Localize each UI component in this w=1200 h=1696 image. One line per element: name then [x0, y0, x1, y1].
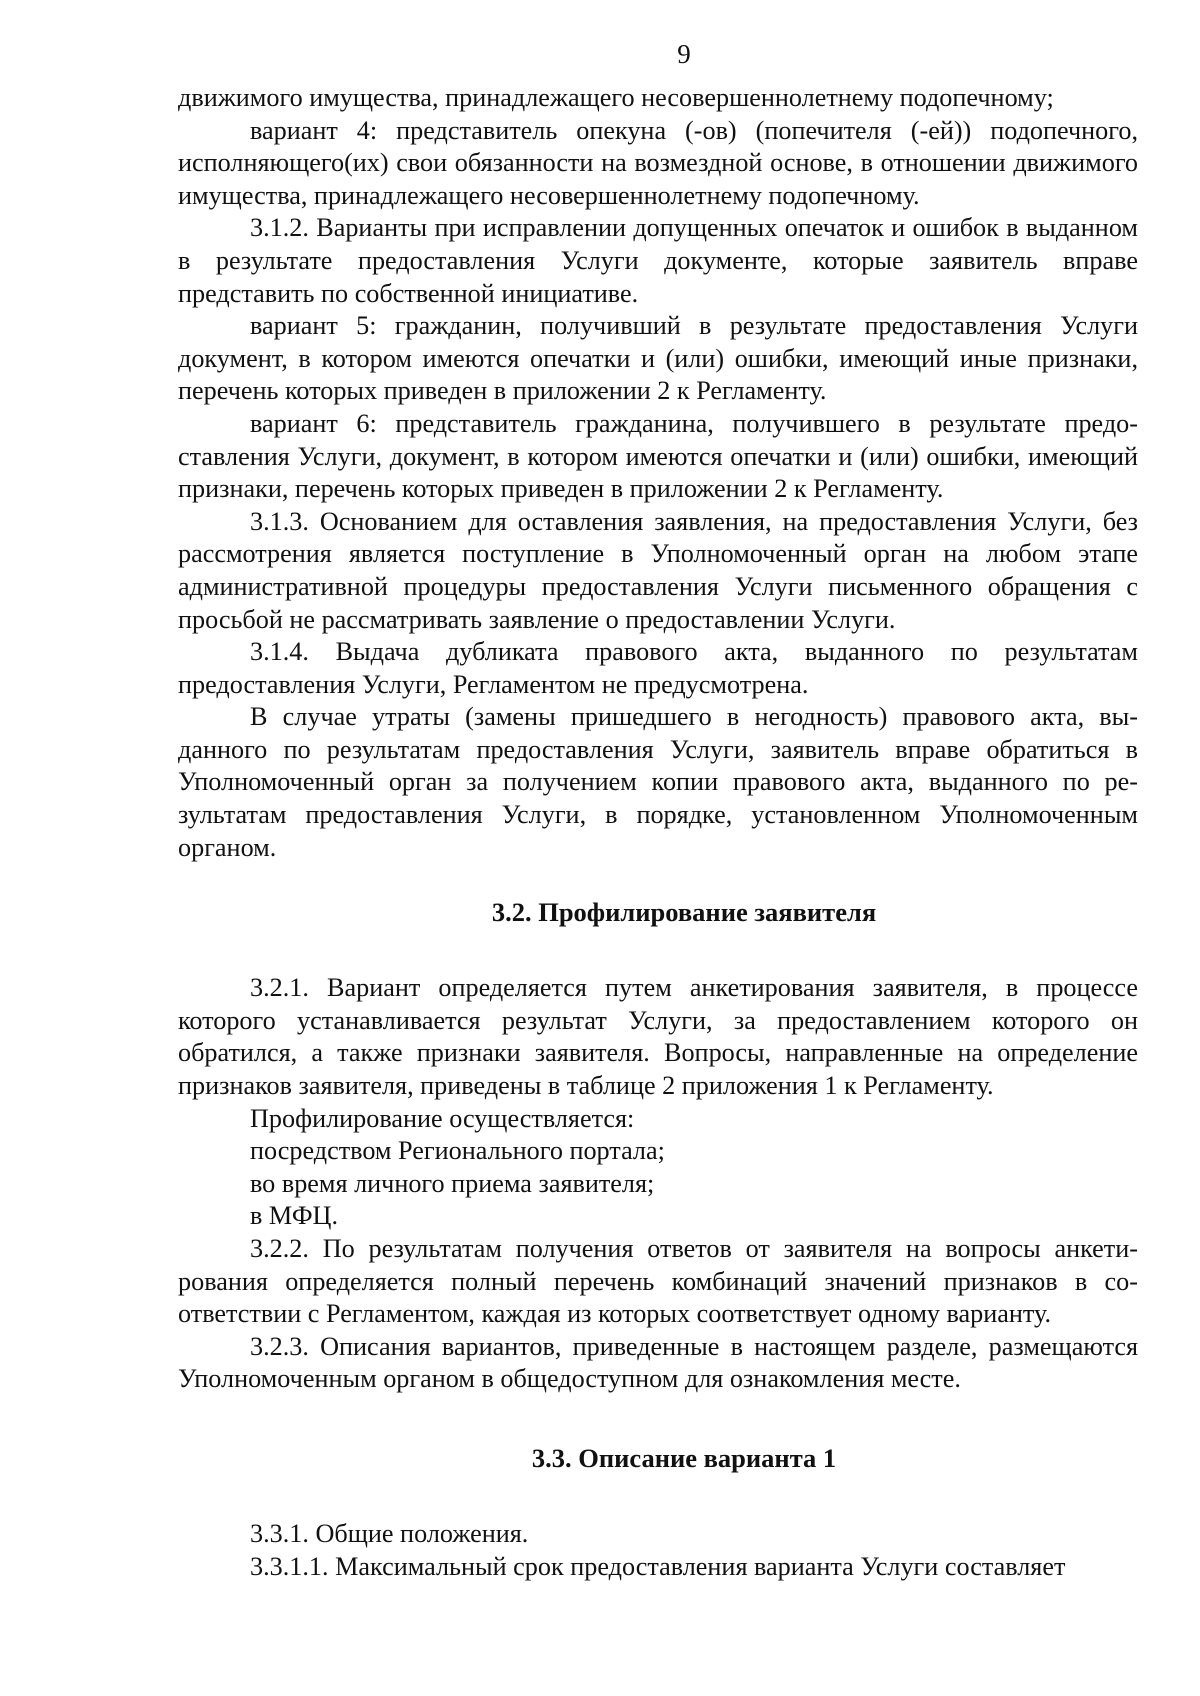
section-heading-3-3: 3.3. Описание варианта 1 [531, 1442, 837, 1473]
paragraph-continuation: движимого имущества, принадлежащего несовершеннолетнему подопечному; [178, 83, 1054, 112]
paragraph-3-1-2: 3.1.2. Варианты при исправлении допущенных опечаток и ошибок в выданном в результате предоставления Услуги документе, которые заявитель вправе представить по собственной инициативе. [178, 213, 1138, 308]
list-item-personal-reception: во время личного приема заявителя; [250, 1168, 655, 1198]
paragraph-3-1-4: 3.1.4. Выдача дубликата правового акта, выданного по результатам предоставления Услуги, Регламентом не предусмотрена. [178, 637, 1138, 699]
list-item-mfc: в МФЦ. [250, 1201, 338, 1231]
paragraph-variant-5: вариант 5: гражданин, получивший в результате предоставления Услуги документ, в котором имеются опечатки и (или) ошибки, имеющий иные признаки, перечень которых приведен в приложении 2 к Регламенту. [178, 311, 1138, 406]
paragraph-3-3-1: 3.3.1. Общие положения. [250, 1518, 529, 1548]
paragraph-loss-case: В случае утраты (замены пришедшего в негодность) правового акта, выданного по результатам предоставления Услуги, заявитель вправе обратиться в Уполномоченный орган за получением копии правового акта, выданного по результатам предоставления Услуги, в порядке, установленном Уполномоченным органом. [178, 702, 1138, 862]
paragraph-3-3-1-1: 3.3.1.1. Максимальный срок предоставления варианта Услуги составляет [250, 1551, 1066, 1581]
paragraph-3-2-3: 3.2.3. Описания вариантов, приведенные в настоящем разделе, размещаются Уполномоченным органом в общедоступном для ознакомления месте. [178, 1331, 1138, 1394]
paragraph-variant-6: вариант 6: представитель гражданина, получившего в результате предоставления Услуги, документ, в котором имеются опечатки и (или) ошибки, имеющий признаки, перечень которых приведен в приложении 2 к Регламенту. [178, 408, 1138, 504]
paragraph-3-2-2: 3.2.2. По результатам получения ответов от заявителя на вопросы анкетирования определяется полный перечень комбинаций значений признаков в соответствии с Регламентом, каждая из которых соответствует одному варианту. [178, 1234, 1138, 1329]
document-page [178, 38, 1138, 1583]
page-number: 9 [677, 39, 691, 69]
paragraph-variant-4: вариант 4: представитель опекуна (-ов) (попечителя (-ей)) подопечного, исполняющего(их) свои обязанности на возмездной основе, в отношении движимого имущества, принадлежащего несовершеннолетнему подопечному. [178, 115, 1138, 210]
paragraph-profiling-intro: Профилирование осуществляется: [250, 1103, 635, 1133]
paragraph-3-1-3: 3.1.3. Основанием для оставления заявления, на предоставления Услуги, без рассмотрения является поступление в Уполномоченный орган на любом этапе административной процедуры предоставления Услуги письменного обращения с просьбой не рассматривать заявление о предоставлении Услуги. [178, 506, 1138, 634]
section-heading-3-2: 3.2. Профилирование заявителя [491, 897, 877, 928]
list-item-regional-portal: посредством Регионального портала; [250, 1136, 665, 1166]
paragraph-3-2-1: 3.2.1. Вариант определяется путем анкетирования заявителя, в процессе которого устанавливается результат Услуги, за предоставлением которого он обратился, а также признаки заявителя. Вопросы, направленные на определение признаков заявителя, приведены в таблице 2 приложения 1 к Регламенту. [178, 973, 1138, 1101]
